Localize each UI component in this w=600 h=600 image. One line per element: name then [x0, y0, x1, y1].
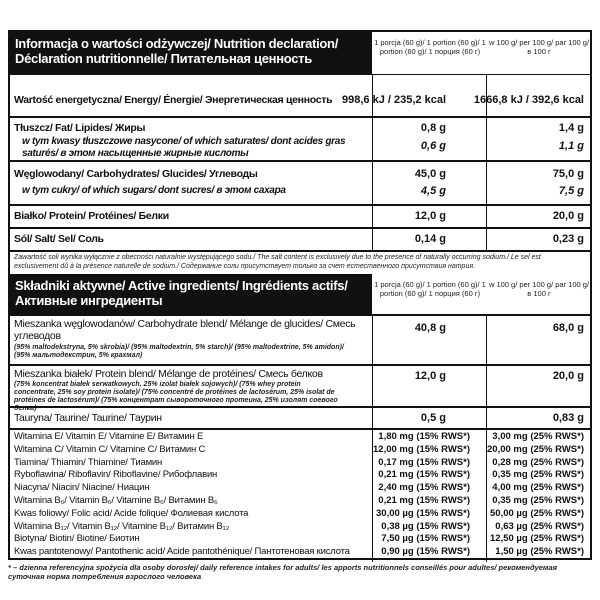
vitamin-row-portion: 2,40 mg (15% RWS*) — [378, 482, 470, 494]
carb-blend-portion: 40,8 g — [414, 322, 446, 334]
vitamin-row-portion: 7,50 µg (15% RWS*) — [381, 533, 470, 545]
row-protein-label: Białko/ Protein/ Protéines/ Белки — [14, 210, 169, 222]
vitamin-row-100g: 0,35 mg (25% RWS*) — [492, 469, 584, 481]
row-fat-label: Tłuszcz/ Fat/ Lipides/ Жиры — [14, 122, 146, 134]
vitamin-row-portion: 1,80 mg (15% RWS*) — [378, 431, 470, 442]
vitamin-row-100g: 20,00 mg (25% RWS*) — [487, 443, 584, 455]
vitamin-row-100g: 3,00 mg (25% RWS*) — [492, 431, 584, 442]
taurine-label: Tauryna/ Taurine/ Taurine/ Таурин — [14, 412, 162, 424]
vitamin-row-portion: 0,17 mg (15% RWS*) — [378, 456, 470, 468]
active-title-line1: Składniki aktywne/ Active ingredients/ Ingrédients actifs/ — [15, 278, 348, 293]
taurine-portion: 0,5 g — [420, 412, 446, 424]
vitamin-row-100g: 0,28 mg (25% RWS*) — [492, 456, 584, 468]
row-energy-label: Wartość energetyczna/ Energy/ Énergie/ Энергетическая ценность — [14, 94, 333, 106]
carb-blend-100g: 68,0 g — [552, 322, 584, 334]
row-salt-portion: 0,14 g — [414, 233, 446, 245]
row-saturates-portion: 0,6 g — [420, 140, 446, 152]
row-sugars-label: w tym cukry/ of which sugars/ dont sucres/ в этом сахара — [22, 185, 286, 196]
row-protein-100g: 20,0 g — [552, 210, 584, 222]
vitamin-row-label: Niacyna/ Niacin/ Niacine/ Ниацин — [14, 482, 150, 494]
row-saturates-100g: 1,1 g — [558, 140, 584, 152]
vitamin-row-100g: 4,00 mg (25% RWS*) — [492, 482, 584, 494]
nutrition-title-line2: Déclaration nutritionnelle/ Питательная ценность — [15, 51, 312, 66]
vitamin-row-100g: 12,50 µg (25% RWS*) — [490, 533, 584, 545]
salt-note: Zawartość soli wynika wyłącznie z obecności naturalnie występującego sodu./ The salt content is exclusively due to the presence of naturally occurring sodium./ Le sel est exclusivement dû à la présence naturelle de sodium./ Содержание соли присутствует только за счет естественного присутствия натрия. — [14, 254, 541, 270]
active-title-line2: Активные ингредиенты — [15, 293, 163, 308]
protein-blend-detail: (75% koncentrat białek serwatkowych, 25% izolat białek sojowych)/ (75% whey protein concentrate, 25% soy protein isolate)/ (75% concentré de protéines de lactosérum, 25% isolat de protéines de lactosérum)/ (75% концентрат сывороточного протеина, 25% изолят соевого белка) — [14, 381, 338, 412]
row-saturates-label: w tym kwasy tłuszczowe nasycone/ of which saturates/ dont acides gras saturés/ в этом насыщенные жирные кислоты — [22, 136, 346, 159]
vitamin-row-100g: 1,50 µg (25% RWS*) — [495, 546, 584, 558]
active-col-100g-header: w 100 g/ per 100 g/ par 100 g/ в 100 г — [488, 280, 590, 298]
row-carbs-label: Węglowodany/ Carbohydrates/ Glucides/ Углеводы — [14, 168, 258, 180]
vitamin-row-label: Kwas foliowy/ Folic acid/ Acide folique/ Фолиевая кислота — [14, 507, 249, 519]
nutrition-header-cols — [10, 32, 590, 74]
vitamin-row-label: Kwas pantotenowy/ Pantothenic acid/ Acide pantothénique/ Пантотеновая кислота — [14, 546, 350, 558]
vitamin-row-portion: 12,00 mg (15% RWS*) — [373, 443, 470, 455]
row-salt-100g: 0,23 g — [552, 233, 584, 245]
taurine-100g: 0,83 g — [552, 412, 584, 424]
nutrition-table — [8, 30, 592, 560]
col-100g-header: w 100 g/ per 100 g/ par 100 g/ в 100 г — [488, 38, 590, 56]
vitamin-row-label: Witamina B₆/ Vitamin B₆/ Vitamine B₆/ Витамин B₆ — [14, 495, 218, 506]
row-fat-portion: 0,8 g — [420, 122, 446, 134]
vitamin-row-100g: 50,00 µg (25% RWS*) — [490, 507, 584, 519]
vitamin-row-portion: 0,21 mg (15% RWS*) — [378, 495, 470, 506]
vitamin-row-portion: 30,00 µg (15% RWS*) — [376, 507, 470, 519]
vitamin-row-label: Witamina C/ Vitamin C/ Vitamine C/ Витамин C — [14, 443, 206, 455]
protein-blend-label: Mieszanka białek/ Protein blend/ Mélange de protéines/ Смесь белков — [14, 368, 323, 380]
vitamin-row-portion: 0,21 mg (15% RWS*) — [378, 469, 470, 481]
vitamin-row-label: Witamina E/ Vitamin E/ Vitamine E/ Витамин E — [14, 431, 204, 442]
row-energy-100g: 1666,8 kJ / 392,6 kcal — [473, 94, 584, 106]
row-energy-portion: 998,6 kJ / 235,2 kcal — [342, 94, 446, 106]
vitamin-row-100g: 0,63 µg (25% RWS*) — [495, 520, 584, 532]
protein-blend-portion: 12,0 g — [414, 370, 446, 382]
row-fat-100g: 1,4 g — [558, 122, 584, 134]
protein-blend-100g: 20,0 g — [552, 370, 584, 382]
vitamin-row-label: Tiamina/ Thiamin/ Thiamine/ Тиамин — [14, 456, 163, 468]
active-col-portion-header: 1 porcja (60 g)/ 1 portion (60 g)/ 1 portion (60 g)/ 1 порция (60 г) — [374, 280, 486, 298]
row-sugars-100g: 7,5 g — [558, 185, 584, 197]
active-header-cols — [10, 274, 590, 314]
vitamin-row-100g: 0,35 mg (25% RWS*) — [492, 495, 584, 506]
carb-blend-label: Mieszanka węglowodanów/ Carbohydrate blend/ Mélange de glucides/ Смесь углеводов — [14, 318, 356, 342]
col-portion-header: 1 porcja (60 g)/ 1 portion (60 g)/ 1 portion (60 g)/ 1 порция (60 г) — [374, 38, 486, 56]
row-sugars-portion: 4,5 g — [420, 185, 446, 197]
vitamin-row-label: Ryboflawina/ Riboflavin/ Riboflavine/ Рибофлавин — [14, 469, 218, 481]
footnote: * – dzienna referencyjna spożycia dla osoby dorosłej/ daily reference intakes for adults/ les apports nutritionnels conseillés pour adultes/ рекомендуемая суточная норма потребления взрослого человека — [8, 563, 558, 581]
row-salt-label: Sól/ Salt/ Sel/ Соль — [14, 233, 104, 245]
vitamin-row-portion: 0,90 µg (15% RWS*) — [381, 546, 470, 558]
row-carbs-100g: 75,0 g — [552, 168, 584, 180]
vitamin-row-portion: 0,38 µg (15% RWS*) — [381, 520, 470, 532]
row-carbs-portion: 45,0 g — [414, 168, 446, 180]
vitamin-row-label: Witamina B₁₂/ Vitamin B₁₂/ Vitamine B₁₂/ Витамин B₁₂ — [14, 520, 230, 532]
nutrition-title-line1: Informacja o wartości odżywczej/ Nutrition declaration/ — [15, 36, 339, 51]
row-protein-portion: 12,0 g — [414, 210, 446, 222]
carb-blend-detail: (95% maltodekstryna, 5% skrobia)/ (95% maltodextrin, 5% starch)/ (95% maltodextrine, 5% amidon)/ (95% мальтодекстрин, 5% крахмал) — [14, 344, 344, 359]
vitamin-row-label: Biotyna/ Biotin/ Biotine/ Биотин — [14, 533, 140, 545]
